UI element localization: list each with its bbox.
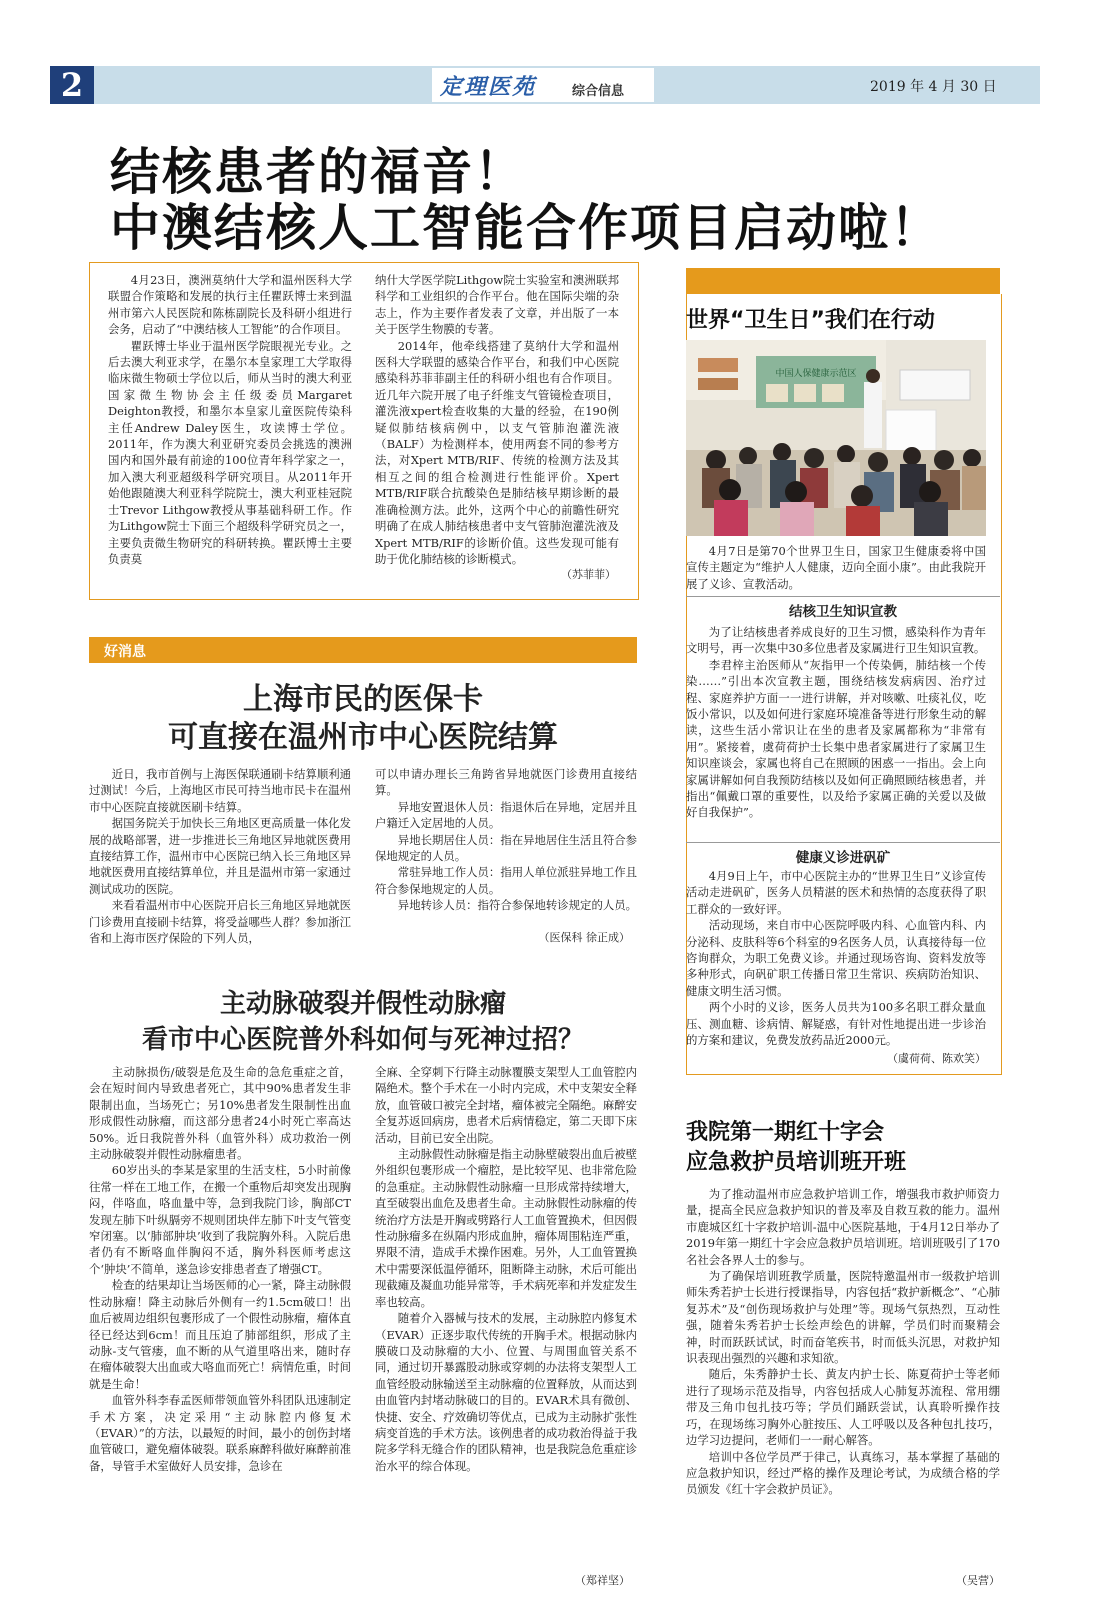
paragraph: 主动脉损伤/破裂是危及生命的急危重症之首，会在短时间内导致患者死亡，其中90%患者发生非限制出血，当场死亡；另10%患者发生限制性出血形成假性动脉瘤，而这部分患者24小时死亡率高达50%。近日我院普外科（血管外科）成功救治一例主动脉破裂并假性动脉瘤患者。 [89,1065,351,1162]
paragraph: 瞿跃博士毕业于温州医学院眼视光专业。之后去澳大利亚求学，在墨尔本皇家理工大学取得临床微生物硕士学位以后，师从当时的澳大利亚国家微生物协会主任级委员Margaret Deighton教授，和墨尔本皇家儿童医院传染科主任Andrew Daley医生，攻读博士学位。2011年，作为澳大利亚研究委员会挑选的澳洲国内和国外最有前途的100位青年科学家之一，加入澳大利亚超级科学研究项目。从2011年开始他跟随澳大利亚科学院院士，澳大利亚桂冠院士Trevor Lithgow教授从事基础科研工作。作为Lithgow院士下面三个超级科学研究员之一，主要负责微生物研究的科研转换。瞿跃博士主要负责莫 [108,338,352,566]
event-photo-illustration [686,340,986,536]
good-news-byline: （医保科 徐正成） [538,931,630,944]
paragraph: 为了让结核患者养成良好的卫生习惯，感染科作为青年文明号，再一次集中30多位患者及家属进行卫生知识宣教。 [686,625,986,656]
good-news-tag: 好消息 [104,644,146,660]
good-news-title-line1: 上海市民的医保卡 [243,682,483,717]
aorta-col1 [89,1064,351,1474]
health-day-title: 世界“卫生日”我们在行动 [686,308,935,333]
red-cross-text [686,1186,1000,1498]
paragraph: 来看看温州市中心医院开启长三角地区异地就医门诊费用直接刷卡结算，将受益哪些人群？参加浙江省和上海市医疗保险的下列人员， [89,898,352,946]
paragraph: 血管外科李春孟医师带领血管外科团队迅速制定手术方案，决定采用“主动脉腔内修复术（EVAR）”的方法，以最短的时间，最小的创伤封堵血管破口，避免瘤体破裂。联系麻醉科做好麻醉前准备，导管手术室做好人员安排，急诊在 [89,1393,352,1473]
aorta-title-line1: 主动脉破裂并假性动脉瘤 [219,989,506,1019]
paragraph: 常驻异地工作人员：指用人单位派驻异地工作且符合参保地规定的人员。 [375,865,638,896]
masthead-logo: 定理医苑 [440,74,537,100]
paragraph: 4月9日上午，市中心医院主办的“世界卫生日”义诊宣传活动走进矾矿，医务人员精湛的医术和热情的态度获得了职工群众的一致好评。 [686,869,986,916]
aorta-col2 [375,1064,637,1474]
health-day-bar [686,268,1000,294]
lead-article-col1 [108,272,352,567]
paragraph: 可以申请办理长三角跨省异地就医门诊费用直接结算。 [375,767,637,798]
free-clinic-text [686,868,986,1048]
paragraph: 4月23日，澳洲莫纳什大学和温州医科大学联盟合作策略和发展的执行主任瞿跃博士来到温州市第六人民医院和陈栋副院长及科研小组进行会务，启动了“中澳结核人工智能”的合作项目。 [108,273,352,337]
good-news-bar [89,637,637,663]
divider [686,842,1000,843]
lead-headline-line2: 中澳结核人工智能合作项目启动啦！ [110,199,942,257]
paragraph: 检查的结果却让当场医师的心一紧，降主动脉假性动脉瘤！降主动脉后外侧有一约1.5cm破口！出血后被周边组织包裹形成了一个假性动脉瘤，瘤体直径已经达到6cm！而且压迫了肺部组织，形成了主动脉-支气管瘘，血不断的从气道里咯出来，随时存在瘤体破裂大出血或大咯血而死亡！病情危重，时间就是生命！ [89,1278,352,1391]
subhead-free-clinic: 健康义诊进矾矿 [795,850,891,866]
paragraph: 主动脉假性动脉瘤是指主动脉壁破裂出血后被壁外组织包裹形成一个瘤腔，是比较罕见、也非常危险的急重症。主动脉假性动脉瘤一旦形成常持续增大，直至破裂出血危及患者生命。主动脉假性动脉瘤的传统治疗方法是开胸或劈路行人工血管置换术，但因假性动脉瘤多在纵隔内形成血肿，瘤体周围粘连严重，界限不清，造成手术操作困难。另外，人工血管置换术中需要深低温停循环，阻断降主动脉，术后可能出现截瘫及凝血功能异常等，手术病死率和并发症发生率也较高。 [375,1147,638,1309]
lead-headline-line1: 结核患者的福音！ [110,143,526,201]
paragraph: 异地安置退休人员：指退休后在异地，定居并且户籍迁入定居地的人员。 [375,799,638,831]
paragraph: 4月7日是第70个世界卫生日，国家卫生健康委将中国宣传主题定为“维护人人健康，迈向全面小康”。由此我院开展了义诊、宣教活动。 [686,544,986,591]
paragraph: 全麻、全穿刺下行降主动脉覆膜支架型人工血管腔内隔绝术。整个手术在一小时内完成，术中支架安全释放，血管破口被完全封堵，瘤体被完全隔绝。麻醉安全复苏返回病房，患者术后病情稳定，第二天即下床活动，目前已安全出院。 [375,1065,637,1145]
paragraph: 60岁出头的李某是家里的生活支柱，5小时前像往常一样在工地工作，在搬一个重物后却突发出现胸闷，伴咯血，咯血量中等，急到我院门诊，胸部CT发现左肺下叶纵膈旁不规则团块伴左肺下叶支气管变窄闭塞。以‘肺部肿块’收到了我院胸外科。入院后患者仍有不断咯血伴胸闷不适，胸外科医师考虑这个‘肿块’不简单，遂急诊安排患者查了增强CT。 [89,1163,351,1276]
photo-sign: 中国人保健康示范区 [775,369,857,379]
paragraph: 培训中各位学员严于律己，认真练习，基本掌握了基础的应急救护知识，经过严格的操作及理论考试，为成绩合格的学员颁发《红十字会救护员证》。 [686,1449,1000,1497]
paragraph: 近日，我市首例与上海医保联通刷卡结算顺利通过测试！今后，上海地区市民可持当地市民卡在温州市中心医院直接就医刷卡结算。 [89,767,352,814]
paragraph: 随后，朱秀静护士长、黄友内护士长、陈夏荷护士等老师进行了现场示范及指导，内容包括成人心肺复苏流程、常用绷带及三角巾包扎技巧等；学员们踊跃尝试，认真聆听操作技巧，在现场练习胸外心脏按压、人工呼吸以及各种包扎技巧，边学习边提问，老师们一一耐心解答。 [686,1367,1000,1448]
paragraph: 异地转诊人员：指符合参保地转诊规定的人员。 [397,898,638,913]
lead-article-col2 [375,272,619,567]
paragraph: 据国务院关于加快长三角地区更高质量一体化发展的战略部署，进一步推进长三角地区异地就医费用直接结算工作，温州市中心医院已纳入长三角地区异地就医费用直接结算单位，并且是温州市第一家通过测试成功的医院。 [89,816,352,896]
good-news-col2 [375,766,637,914]
page-number: 2 [50,66,94,104]
divider [686,596,1000,597]
paragraph: 异地长期居住人员：指在异地居住生活且符合参保地规定的人员。 [375,832,638,864]
aorta-title-line2: 看市中心医院普外科如何与死神过招？ [141,1025,584,1055]
lead-byline: （苏菲菲） [561,568,616,581]
paragraph: 随着介入器械与技术的发展，主动脉腔内修复术（EVAR）正逐步取代传统的开胸手术。根据动脉内膜破口及动脉瘤的大小、位置、与周围血管关系不同，通过切开暴露股动脉或穿刺的办法将支架型人工血管经股动脉输送至主动脉瘤的位置释放，从而达到由血管内封堵动脉破口的目的。EVAR术具有微创、快捷、安全、疗效确切等优点，已成为主动脉扩张性病变首选的手术方法。该例患者的成功救治得益于我院多学科无缝合作的团队精神，也是我院急危重症诊治水平的综合体现。 [375,1311,638,1473]
issue-date: 2019 年 4 月 30 日 [870,79,997,95]
subhead-tb-education: 结核卫生知识宣教 [789,604,897,620]
photo-caption [686,543,986,592]
red-cross-byline: （吴营） [956,1574,1000,1587]
red-cross-title-line1: 我院第一期红十字会 [686,1120,885,1145]
good-news-title-line2: 可直接在温州市中心医院结算 [168,720,558,755]
paragraph: 为了推动温州市应急救护培训工作，增强我市救护师资力量，提高全民应急救护知识的普及率及自救互救的能力。温州市鹿城区红十字救护培训-温中心医院基地，于4月12日举办了2019年第一期红十字会应急救护员培训班。培训班吸引了170名社会各界人士的参与。 [686,1187,1000,1267]
paragraph: 李君梓主治医师从“灰指甲一个传染俩，肺结核一个传染……”引出本次宣教主题，围绕结核发病病因、治疗过程、家庭养护方面一一进行讲解，并对咳嗽、吐痰礼仪，吃饭小常识，以及如何进行家庭环境准备等进行形象生动的解读，这些生活小常识让在坐的患者及家属都称为“非常有用”。紧接着，虞荷荷护士长集中患者家属进行了家属卫生知识座谈会，家属也将自己在照顾的困惑一一指出。会上向家属讲解如何自我预防结核以及如何正确照顾结核患者，并指出“佩戴口罩的重要性，以及给予家属正确的关爱以及做好自我保护”。 [686,657,986,820]
section-label: 综合信息 [572,84,625,99]
paragraph: 为了确保培训班教学质量，医院特邀温州市一级救护培训师朱秀若护士长进行授课指导，内容包括“救护新概念”、“心肺复苏术”及“创伤现场救护与处理”等。现场气氛热烈，互动性强，随着朱秀若护士长绘声绘色的讲解，学员们时而聚精会神，时而跃跃试试，时而奋笔疾书，时而低头沉思，对救护知识表现出强烈的兴趣和求知欲。 [686,1269,1000,1366]
paragraph: 活动现场，来自市中心医院呼吸内科、心血管内科、内分泌科、皮肤科等6个科室的9名医务人员，认真接待每一位咨询群众，为职工免费义诊。并通过现场咨询、资料发放等多种形式，向矾矿职工传播日常卫生常识、疾病防治知识、健康文明生活习惯。 [686,918,986,998]
aorta-byline: （郑祥坚） [575,1574,630,1587]
red-cross-title-line2: 应急救护员培训班开班 [686,1150,907,1175]
good-news-col1 [89,766,351,946]
paragraph: 2014年，他牵线搭建了莫纳什大学和温州医科大学联盟的感染合作平台，和我们中心医院感染科苏菲菲副主任的科研小组也有合作项目。近几年六院开展了电子纤维支气管镜检查项目，灌洗液xpert检查收集的大量的经验，在190例疑似肺结核病例中，以支气管肺泡灌洗液（BALF）为检测样本，使用两套不同的参考方法，对Xpert MTB/RIF、传统的检测方法及其相互之间的组合检测进行性能评价。Xpert MTB/RIF联合抗酸染色是肺结核早期诊断的最准确检测方法。此外，这两个中心的前瞻性研究明确了在成人肺结核患者中支气管肺泡灌洗液及Xpert MTB/RIF的诊断价值。这些发现可能有助于优化肺结核的诊断模式。 [375,338,619,566]
health-day-byline: （虞荷荷、陈欢笑） [887,1052,986,1065]
paragraph: 两个小时的义诊，医务人员共为100多名职工群众量血压、测血糖、诊病情、解疑惑，有针对性地提出进一步诊治的方案和建议，免费发放药品近2000元。 [686,1000,986,1048]
paragraph: 纳什大学医学院Lithgow院士实验室和澳洲联邦科学和工业组织的合作平台。他在国际尖端的杂志上，作为主要作者发表了文章，并出版了一本关于医学生物膜的专著。 [375,273,619,337]
event-photo [686,340,986,536]
tb-education-text [686,624,986,821]
